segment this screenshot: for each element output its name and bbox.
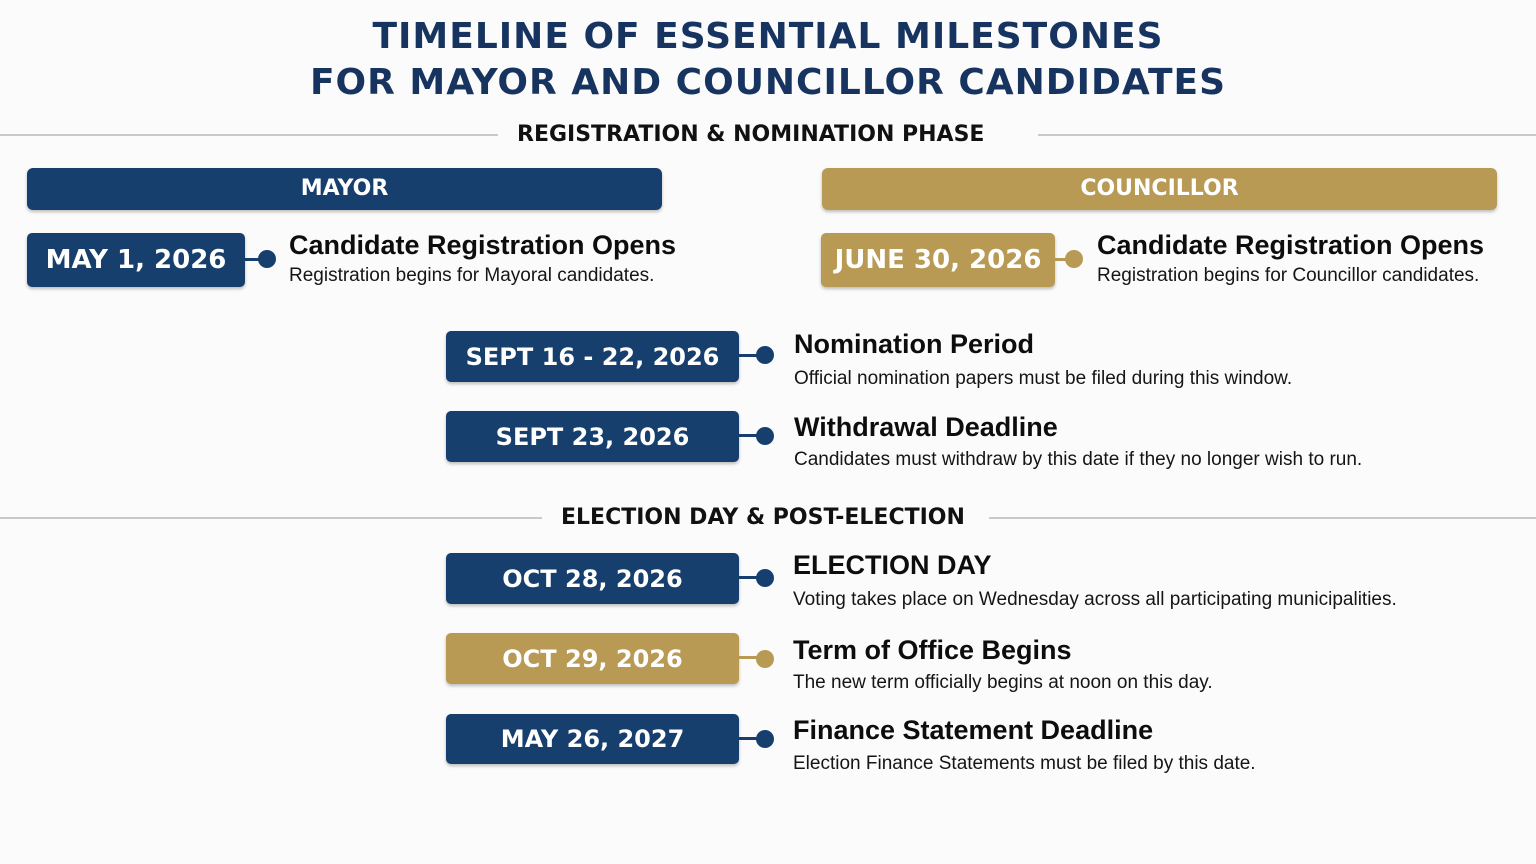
milestone-desc-withdrawal: Candidates must withdraw by this date if they no longer wish to run. [794,449,1363,470]
milestone-title-mayor-registration: Candidate Registration Opens [289,230,677,260]
phase-heading-election: ELECTION DAY & POST-ELECTION [561,505,965,530]
milestone-date-election-day: OCT 28, 2026 [446,553,739,604]
milestone-title-finance-deadline: Finance Statement Deadline [793,715,1154,745]
milestone-desc-election-day: Voting takes place on Wednesday across all participating municipalities. [793,589,1397,610]
timeline-dot [756,569,774,587]
milestone-date-councillor-registration: JUNE 30, 2026 [821,233,1055,287]
milestone-date-withdrawal: SEPT 23, 2026 [446,411,739,462]
milestone-date-mayor-registration: MAY 1, 2026 [27,233,245,287]
milestone-desc-mayor-registration: Registration begins for Mayoral candidates. [289,265,655,286]
page-title-line-2: FOR MAYOR AND COUNCILLOR CANDIDATES [309,62,1227,103]
divider-left [0,517,542,519]
milestone-title-nomination: Nomination Period [794,329,1035,359]
mayor-column-header: MAYOR [27,168,662,210]
milestone-desc-term-begins: The new term officially begins at noon on this day. [793,672,1213,693]
milestone-title-withdrawal: Withdrawal Deadline [794,412,1058,442]
phase-heading-registration: REGISTRATION & NOMINATION PHASE [517,122,985,147]
milestone-date-finance-deadline: MAY 26, 2027 [446,714,739,764]
milestone-title-term-begins: Term of Office Begins [793,635,1072,665]
divider-right [1038,134,1536,136]
milestone-desc-finance-deadline: Election Finance Statements must be filed by this date. [793,753,1256,774]
timeline-dot [756,427,774,445]
milestone-date-nomination: SEPT 16 - 22, 2026 [446,331,739,382]
milestone-title-election-day: ELECTION DAY [793,550,992,580]
divider-right [989,517,1536,519]
timeline-dot [756,346,774,364]
milestone-desc-nomination: Official nomination papers must be filed during this window. [794,368,1293,389]
timeline-dot [1065,250,1083,268]
timeline-dot [756,650,774,668]
divider-left [0,134,498,136]
page-title-line-1: TIMELINE OF ESSENTIAL MILESTONES [372,16,1164,57]
milestone-date-term-begins: OCT 29, 2026 [446,633,739,684]
milestone-title-councillor-registration: Candidate Registration Opens [1097,230,1485,260]
milestone-desc-councillor-registration: Registration begins for Councillor candidates. [1097,265,1480,286]
timeline-dot [258,250,276,268]
timeline-dot [756,730,774,748]
councillor-column-header: COUNCILLOR [822,168,1497,210]
